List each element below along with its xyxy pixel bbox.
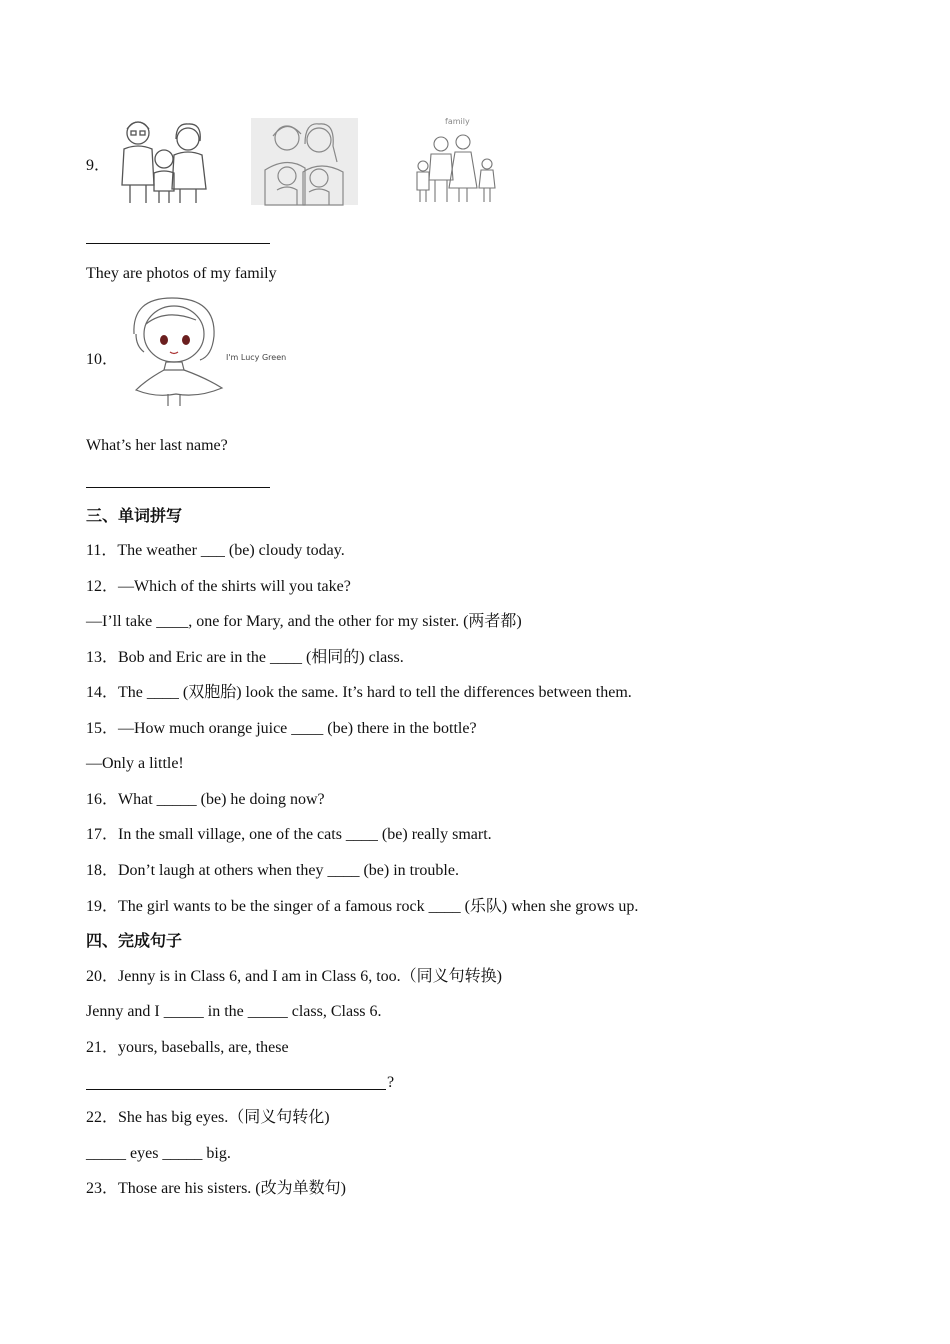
question-11: 11．The weather ___ (be) cloudy today. xyxy=(86,542,345,559)
question-9-number: 9． xyxy=(86,157,111,174)
question-20: 20．Jenny is in Class 6, and I am in Class 6, too.（同义句转换) xyxy=(86,968,502,985)
family-photo-1-image xyxy=(116,115,212,207)
question-10-number: 10． xyxy=(86,351,119,368)
question-10-answer-line[interactable] xyxy=(86,487,270,488)
question-10-text: What’s her last name? xyxy=(86,437,228,454)
question-21: 21．yours, baseballs, are, these xyxy=(86,1039,289,1056)
lucy-green-image-text: I'm Lucy Green xyxy=(226,353,287,362)
question-19: 19．The girl wants to be the singer of a famous rock ____ (乐队) when she grows up. xyxy=(86,898,639,915)
question-18: 18．Don’t laugh at others when they ____ (be) in trouble. xyxy=(86,862,459,879)
question-21-answer-line[interactable] xyxy=(86,1089,386,1090)
family-photo-2-image xyxy=(251,118,358,205)
question-15-reply: —Only a little! xyxy=(86,755,184,772)
question-12-reply: —I’ll take ____, one for Mary, and the other for my sister. (两者都) xyxy=(86,613,522,630)
question-13: 13．Bob and Eric are in the ____ (相同的) class. xyxy=(86,649,404,666)
section-4-title: 四、完成句子 xyxy=(86,933,183,950)
question-23: 23．Those are his sisters. (改为单数句) xyxy=(86,1180,346,1197)
lucy-green-girl-image xyxy=(126,294,287,408)
svg-text:family: family xyxy=(445,117,470,126)
question-9-caption: They are photos of my family xyxy=(86,265,277,282)
question-16: 16．What _____ (be) he doing now? xyxy=(86,791,325,808)
question-12: 12．—Which of the shirts will you take? xyxy=(86,578,351,595)
question-22: 22．She has big eyes.（同义句转化) xyxy=(86,1109,330,1126)
question-14: 14．The ____ (双胞胎) look the same. It’s hard to tell the differences between them. xyxy=(86,684,632,701)
question-20-answer: Jenny and I _____ in the _____ class, Class 6. xyxy=(86,1003,382,1020)
question-17: 17．In the small village, one of the cats ____ (be) really smart. xyxy=(86,826,492,843)
question-22-answer: _____ eyes _____ big. xyxy=(86,1145,231,1162)
question-21-end-mark: ? xyxy=(387,1074,395,1091)
question-9-answer-line[interactable] xyxy=(86,243,270,244)
family-photo-3-image xyxy=(407,112,507,206)
section-3-title: 三、单词拼写 xyxy=(86,508,183,525)
question-15: 15．—How much orange juice ____ (be) there in the bottle? xyxy=(86,720,477,737)
